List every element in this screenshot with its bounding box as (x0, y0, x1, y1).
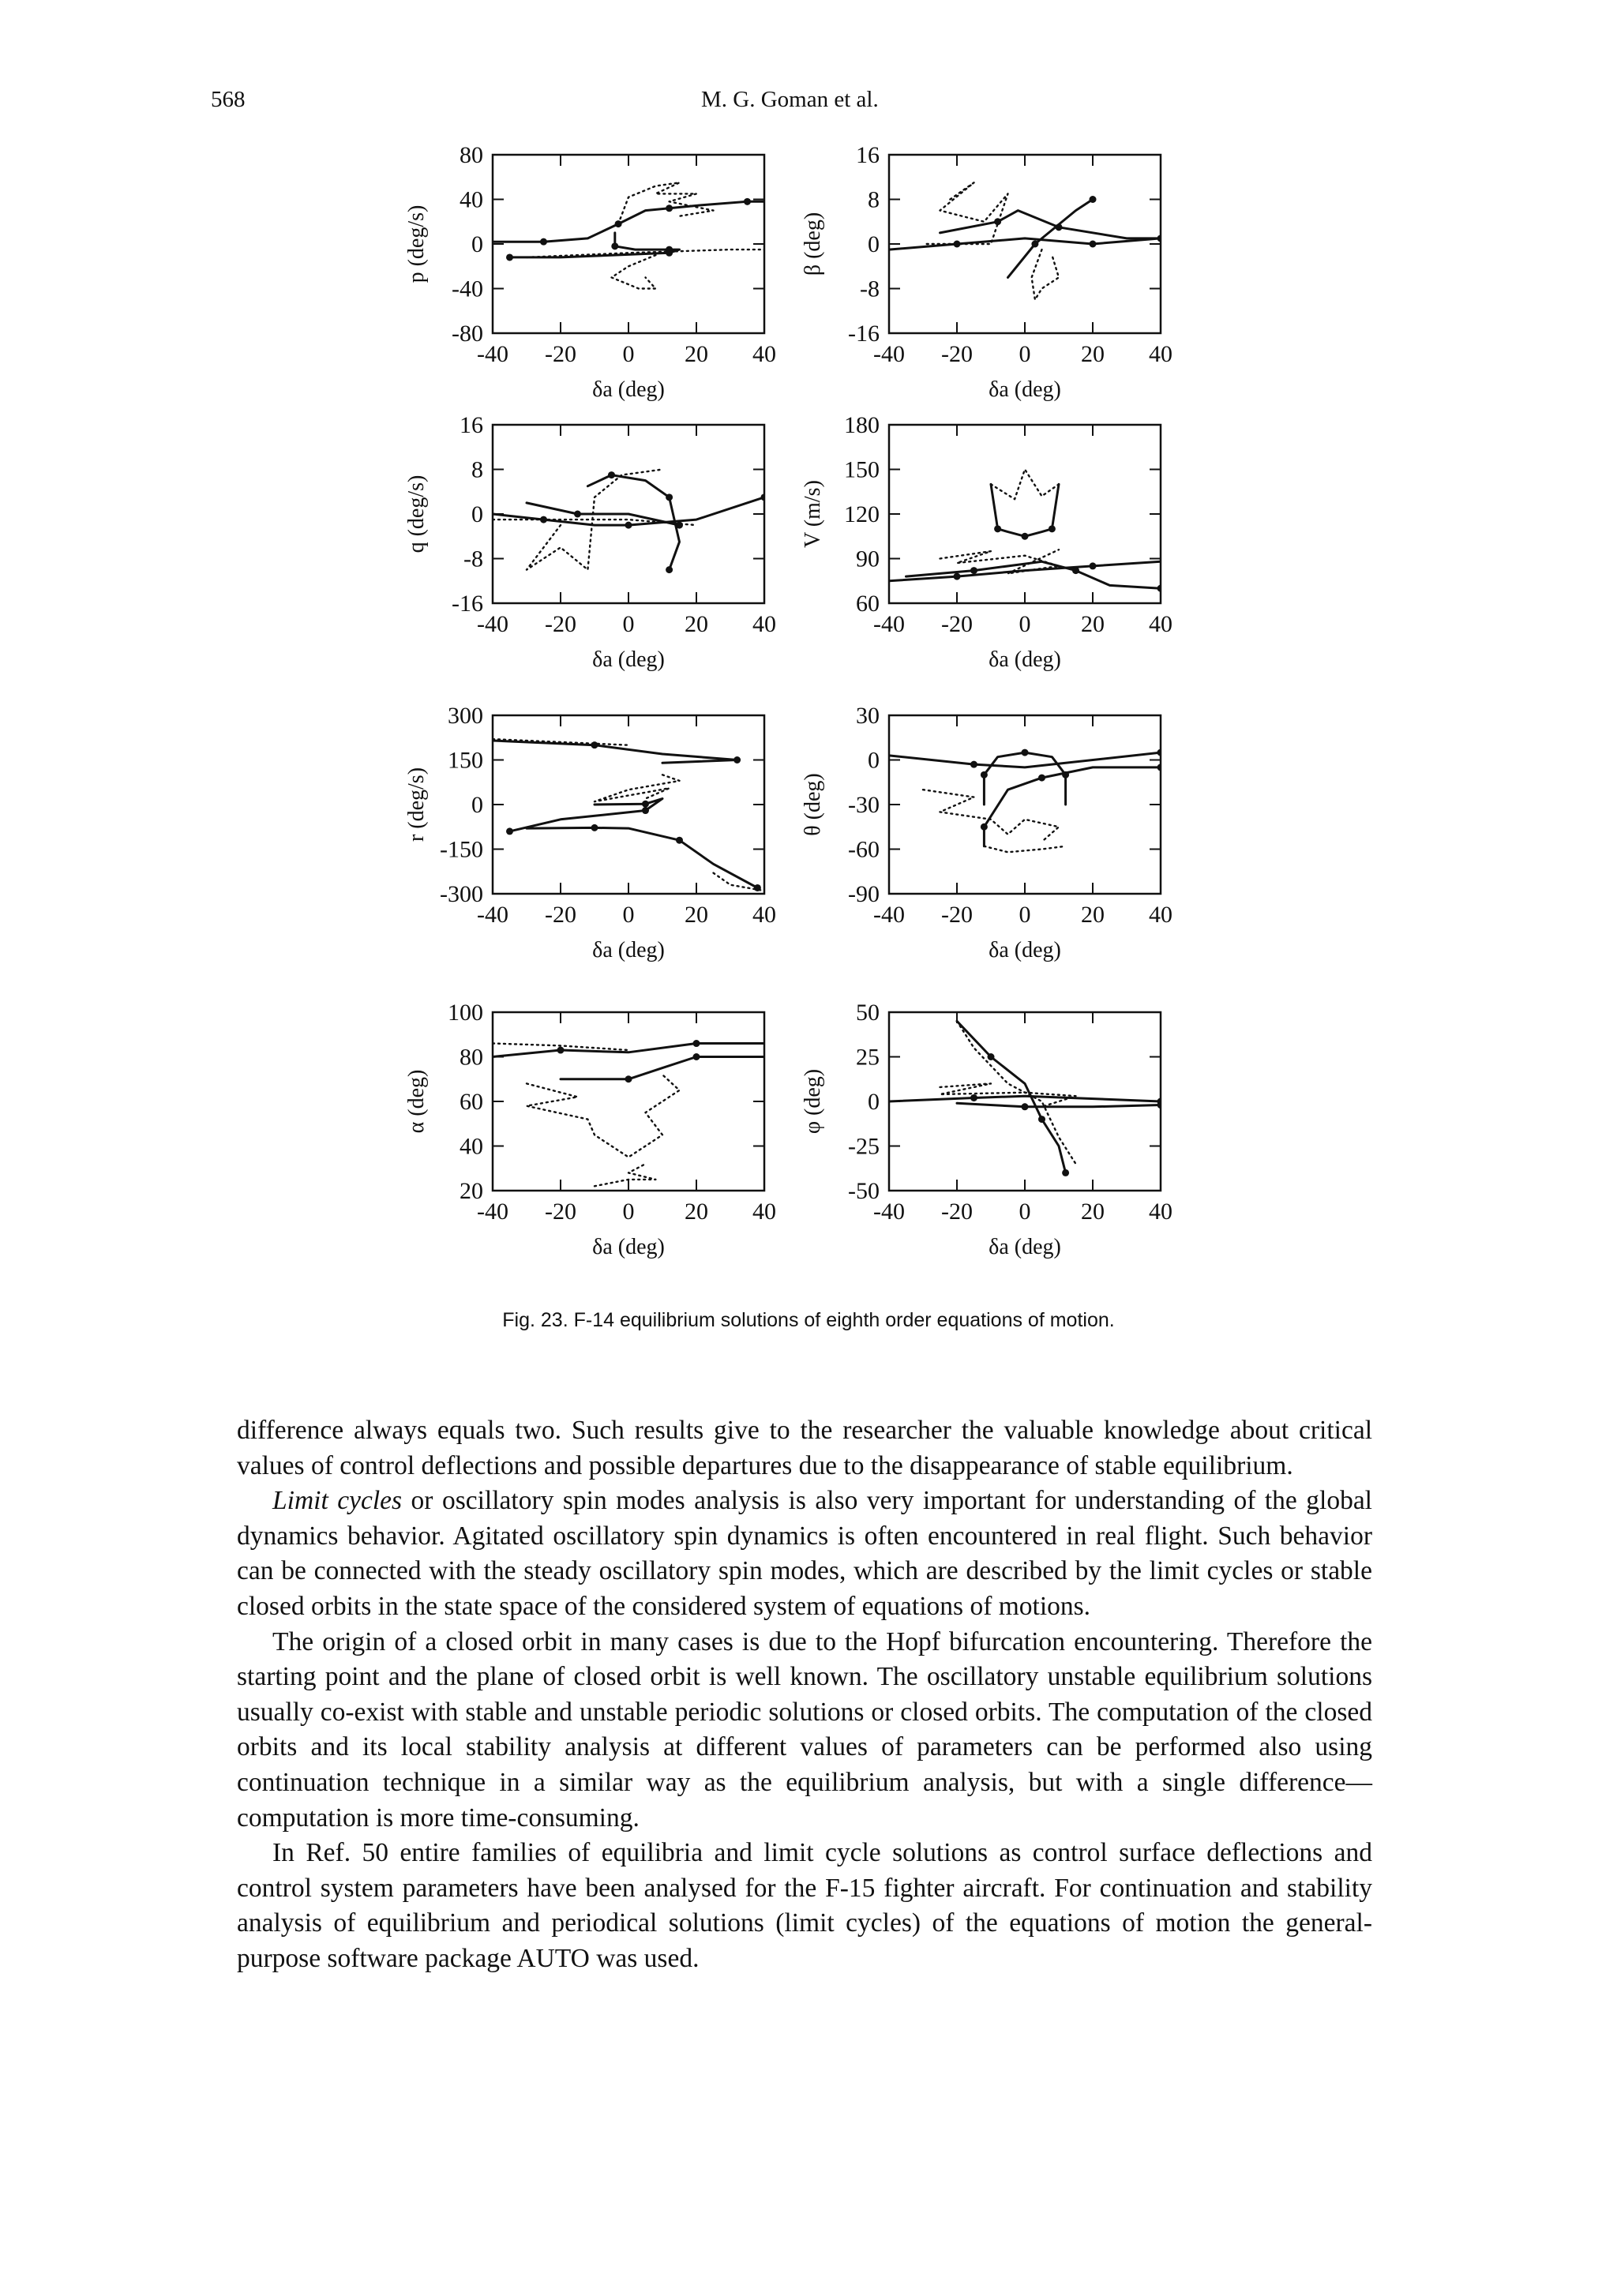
y-tick-label: 90 (856, 546, 880, 572)
data-point (666, 204, 673, 212)
data-point (981, 771, 988, 778)
x-tick-label: -40 (873, 902, 905, 928)
data-point (608, 471, 615, 478)
y-tick-label: 60 (856, 591, 880, 617)
data-point (1090, 241, 1097, 248)
paragraph-2 (237, 1484, 1372, 1624)
x-tick-label: -20 (545, 1199, 576, 1225)
x-tick-label: 40 (752, 1199, 776, 1225)
x-tick-label: -20 (545, 902, 576, 928)
y-tick-label: 150 (844, 456, 880, 483)
x-axis-label: δa (deg) (592, 938, 665, 962)
x-tick-label: 20 (1081, 1199, 1105, 1225)
data-point (1031, 241, 1038, 248)
y-tick-label: 0 (868, 231, 880, 257)
data-point (693, 1053, 700, 1060)
x-tick-label: 20 (685, 1199, 708, 1225)
paragraph-4: In Ref. 50 entire families of equilibria and limit cycle solutions as control surface deflections and control system parameters have been analysed for the F-15 fighter aircraft. For continuation and stability analysis of equilibrium and periodical solutions (limit cycles) of the equations of motion the general-purpose software package AUTO was used. (237, 1838, 1372, 1973)
x-tick-label: 40 (752, 341, 776, 367)
running-head: M. G. Goman et al. (701, 87, 879, 112)
y-tick-label: 50 (856, 1000, 880, 1026)
x-tick-label: -40 (873, 341, 905, 367)
x-tick-label: -20 (941, 902, 973, 928)
y-tick-label: 120 (844, 501, 880, 527)
panel-alpha (404, 1000, 776, 1259)
y-tick-label: 25 (856, 1044, 880, 1071)
series-unstable-3 (612, 255, 656, 288)
series-unstable (957, 1021, 1076, 1164)
data-point (970, 761, 977, 768)
y-tick-label: 16 (856, 142, 880, 168)
data-point (1056, 223, 1063, 231)
y-tick-label: -80 (452, 321, 483, 347)
data-point (557, 1047, 565, 1054)
y-tick-label: -8 (463, 546, 483, 572)
panel-phi-series (889, 1021, 1165, 1176)
panel-phi (801, 1000, 1172, 1259)
x-axis-label: δa (deg) (989, 938, 1061, 962)
series-stable-3 (957, 1103, 1161, 1107)
x-tick-label: -20 (941, 341, 973, 367)
x-tick-label: 0 (622, 902, 635, 928)
series-unstable-2 (984, 846, 1065, 853)
panel-q (404, 412, 776, 672)
series-stable-3 (940, 211, 1161, 238)
y-axis-label: β (deg) (801, 212, 825, 276)
series-unstable-3 (595, 1164, 655, 1186)
y-tick-label: 0 (471, 231, 483, 257)
y-tick-label: 30 (856, 703, 880, 729)
data-point (1157, 763, 1165, 771)
data-point (970, 567, 977, 574)
data-point (1157, 749, 1165, 756)
data-point (506, 827, 513, 835)
panel-V-series (889, 470, 1165, 592)
x-tick-label: 0 (1019, 341, 1031, 367)
data-point (642, 801, 649, 808)
body-text (237, 1413, 1372, 1977)
data-point (574, 511, 581, 518)
data-point (506, 253, 513, 261)
x-tick-label: 0 (622, 611, 635, 637)
data-point (970, 1094, 977, 1101)
x-tick-label: 20 (685, 611, 708, 637)
panel-p-series (493, 182, 764, 288)
paragraph-3: The origin of a closed orbit in many cases is due to the Hopf bifurcation encountering. Therefore the starting point and the plane of closed orbit is well known. The oscillatory unstable equilibrium solutions usually co-exist with stable and unstable periodic solutions or closed orbits. The computation of the closed orbits and its local stability analysis at different values of parameters can be performed also using continuation technique in a similar way as the equilibrium analysis, but with a single difference—computation is more time-consuming. (237, 1626, 1372, 1833)
x-tick-label: 40 (1149, 1199, 1172, 1225)
series-stable-3 (984, 767, 1161, 846)
y-tick-label: 60 (460, 1089, 483, 1115)
data-point (693, 1040, 700, 1047)
x-tick-label: 40 (752, 902, 776, 928)
data-point (1157, 585, 1165, 592)
y-tick-label: -150 (440, 836, 483, 863)
figure-caption: Fig. 23. F-14 equilibrium solutions of eighth order equations of motion. (502, 1309, 1115, 1331)
series-stable (889, 1096, 1161, 1101)
y-tick-label: -30 (848, 792, 880, 818)
data-point (1049, 525, 1056, 532)
panel-theta-series (889, 749, 1165, 853)
y-axis-label: q (deg/s) (404, 475, 429, 553)
x-tick-label: 20 (685, 341, 708, 367)
series-unstable-2 (527, 1075, 680, 1157)
panel-beta (801, 142, 1172, 402)
y-tick-label: 0 (471, 792, 483, 818)
y-tick-label: 16 (460, 412, 483, 438)
data-point (642, 807, 649, 814)
data-point (1072, 567, 1079, 574)
y-axis-label: φ (deg) (801, 1068, 825, 1135)
y-tick-label: -16 (452, 591, 483, 617)
x-axis-label: δa (deg) (592, 377, 665, 402)
data-point (666, 249, 673, 257)
data-point (994, 525, 1001, 532)
y-tick-label: 0 (868, 747, 880, 774)
x-tick-label: 0 (1019, 902, 1031, 928)
data-point (591, 824, 598, 831)
panel-p-frame (493, 155, 764, 333)
panel-q-series (493, 470, 768, 574)
data-point (1090, 196, 1097, 203)
y-tick-label: 80 (460, 1044, 483, 1071)
x-tick-label: -40 (477, 341, 508, 367)
x-tick-label: -40 (477, 902, 508, 928)
series-stable (493, 497, 764, 525)
panel-p (404, 142, 776, 402)
data-point (611, 242, 618, 249)
y-tick-label: -16 (848, 321, 880, 347)
panel-r (404, 703, 776, 962)
y-tick-label: -40 (452, 276, 483, 302)
y-tick-label: -25 (848, 1133, 880, 1160)
y-tick-label: 0 (471, 501, 483, 527)
x-tick-label: -20 (941, 1199, 973, 1225)
data-point (1038, 1116, 1045, 1123)
x-tick-label: -20 (941, 611, 973, 637)
panel-phi-frame (889, 1012, 1161, 1191)
panel-beta-frame (889, 155, 1161, 333)
y-tick-label: 8 (868, 186, 880, 213)
data-point (744, 198, 751, 205)
y-axis-label: p (deg/s) (404, 204, 429, 283)
x-tick-label: 0 (622, 341, 635, 367)
panel-beta-series (889, 182, 1165, 299)
x-tick-label: 40 (1149, 902, 1172, 928)
data-point (1022, 749, 1029, 756)
panel-V (801, 412, 1172, 672)
y-tick-label: 80 (460, 142, 483, 168)
series-stable (889, 238, 1161, 249)
data-point (1022, 533, 1029, 540)
y-tick-label: 180 (844, 412, 880, 438)
series-stable-2 (510, 799, 663, 831)
data-point (1157, 234, 1165, 242)
x-tick-label: 40 (1149, 341, 1172, 367)
panel-alpha-series (493, 1040, 764, 1186)
x-tick-label: 0 (1019, 1199, 1031, 1225)
y-tick-label: -90 (848, 881, 880, 907)
series-stable-2 (561, 1057, 764, 1079)
data-point (1157, 1101, 1165, 1109)
y-tick-label: -8 (860, 276, 880, 302)
x-tick-label: 0 (622, 1199, 635, 1225)
y-tick-label: 100 (448, 1000, 483, 1026)
x-tick-label: -40 (477, 611, 508, 637)
x-tick-label: -40 (873, 1199, 905, 1225)
x-tick-label: 20 (1081, 341, 1105, 367)
panel-r-series (493, 739, 764, 891)
x-tick-label: -20 (545, 611, 576, 637)
series-stable-2 (984, 752, 1065, 805)
data-point (1038, 775, 1045, 782)
panel-theta-frame (889, 715, 1161, 894)
x-axis-label: δa (deg) (989, 377, 1061, 402)
y-tick-label: 0 (868, 1089, 880, 1115)
data-point (666, 566, 673, 573)
paragraph-2-rest: or oscillatory spin modes analysis is also very important for understanding of the global dynamics behavior. Agitated oscillatory spin dynamics is often encountered in real flight. Such behavior can be connected with the steady oscillatory spin modes, which are described by the limit cycles or stable closed orbits in the state space of the considered system of equations of motions. (237, 1486, 1372, 1621)
data-point (954, 573, 961, 580)
y-tick-label: -60 (848, 836, 880, 863)
x-axis-label: δa (deg) (989, 647, 1061, 672)
x-tick-label: 40 (752, 611, 776, 637)
data-point (1090, 562, 1097, 569)
data-point (988, 1053, 995, 1060)
x-tick-label: -40 (477, 1199, 508, 1225)
x-tick-label: -40 (873, 611, 905, 637)
data-point (625, 522, 632, 529)
data-point (761, 493, 768, 501)
paragraph-1: difference always equals two. Such results give to the researcher the valuable knowledge about critical values of control deflections and possible departures due to the disappearance of stable equilibrium. (237, 1416, 1372, 1480)
x-axis-label: δa (deg) (592, 1235, 665, 1259)
x-tick-label: 0 (1019, 611, 1031, 637)
y-tick-label: 20 (460, 1178, 483, 1204)
panel-alpha-frame (493, 1012, 764, 1191)
data-point (666, 493, 673, 501)
y-tick-label: 40 (460, 1133, 483, 1160)
series-unstable (991, 470, 1059, 500)
series-stable-3 (906, 561, 1161, 588)
y-tick-label: 300 (448, 703, 483, 729)
panel-V-frame (889, 425, 1161, 603)
y-tick-label: 40 (460, 186, 483, 213)
data-point (676, 837, 683, 844)
x-tick-label: 40 (1149, 611, 1172, 637)
y-tick-label: 8 (471, 456, 483, 483)
data-point (676, 522, 683, 529)
data-point (733, 756, 741, 763)
y-axis-label: V (m/s) (801, 480, 825, 548)
x-tick-label: -20 (545, 341, 576, 367)
x-tick-label: 20 (685, 902, 708, 928)
y-tick-label: -50 (848, 1178, 880, 1204)
series-unstable (923, 182, 1008, 244)
x-tick-label: 20 (1081, 902, 1105, 928)
data-point (1022, 1103, 1029, 1110)
data-point (540, 238, 547, 246)
series-stable (493, 201, 764, 242)
y-tick-label: -300 (440, 881, 483, 907)
data-point (625, 1075, 632, 1082)
series-unstable-2 (1032, 249, 1059, 300)
y-tick-label: 150 (448, 747, 483, 774)
data-point (1062, 1169, 1069, 1176)
x-axis-label: δa (deg) (592, 647, 665, 672)
data-point (981, 823, 988, 831)
y-axis-label: α (deg) (404, 1069, 429, 1134)
y-axis-label: r (deg/s) (404, 767, 429, 842)
x-tick-label: 20 (1081, 611, 1105, 637)
y-axis-label: θ (deg) (801, 773, 825, 836)
x-axis-label: δa (deg) (989, 1235, 1061, 1259)
panel-theta (801, 703, 1172, 962)
series-unstable-2 (595, 775, 680, 801)
page-number: 568 (211, 87, 246, 112)
paragraph-2-emphasis: Limit cycles (272, 1486, 403, 1516)
